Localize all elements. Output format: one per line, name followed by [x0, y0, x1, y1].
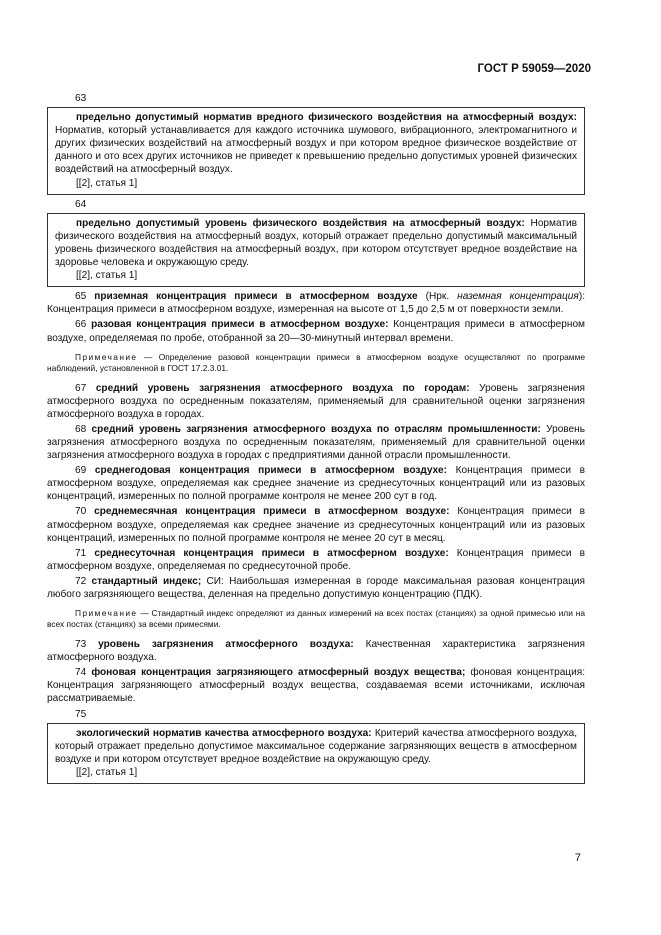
term-title: среднесуточная концентрация примеси в атмосферном воздухе: [94, 547, 449, 559]
term-text: Уровень загрязнения атмосферного воздуха по осредненным показателям, применяемый для сравнительной оценки загрязнения атмосферного воздуха в городах с предприятиями данной отрасли промышленности. [47, 423, 586, 462]
term-text: Концентрация примеси в атмосферном воздухе, определяемая как среднее значение из среднесуточных концентраций или из разовых концентраций, измеренных по полной программе контроля не менее 200 сут в год. [47, 465, 585, 503]
entry-number: 73 [75, 639, 87, 651]
entry-number: 69 [75, 465, 87, 477]
entry-number: 64 [75, 198, 87, 210]
entry-number: 68 [75, 423, 87, 435]
term-title: стандартный индекс; [91, 575, 202, 587]
entry-number: 74 [75, 667, 87, 679]
term-text: ): Концентрация примеси в атмосферном воздухе, измеренная на высоте от 1,5 до 2,5 м от поверхности земли. [47, 291, 585, 316]
document-body [47, 92, 585, 787]
note-66 [47, 352, 585, 374]
entry-number: 63 [75, 93, 87, 104]
entry-number: 70 [75, 506, 87, 518]
term-text: Норматив физического воздействия на атмосферный воздух, который отражает предельно допустимый максимальный уровень физического воздействия на атмосферный воздух, при котором отсутствует вредное воздействие на здоровье человека и окружающую среду. [55, 217, 578, 269]
entry-number: 66 [75, 319, 87, 331]
term-text: Концентрация примеси в атмосферном воздухе, определяемая как среднее значение из среднесуточных концентраций или из разовых концентраций, измеренных по полной программе контроля не менее 20 сут в месяц. [47, 506, 585, 544]
note-72 [47, 608, 585, 630]
term-text: Критерий качества атмосферного воздуха, который отражает предельно допустимое максимальное содержание загрязняющих веществ в атмосферном воздухе и при котором отсутствует вредное воздействие на окружающую среду. [55, 727, 578, 765]
term-title: разовая концентрация примеси в атмосферном воздухе: [91, 319, 389, 331]
term-title: средний уровень загрязнения атмосферного воздуха по городам: [95, 382, 470, 394]
source-reference: [[2], статья 1] [76, 766, 138, 778]
entry-number: 71 [75, 547, 87, 559]
term-text: Концентрация примеси в атмосферном воздухе, определяемая по пробе, отобранной за 20—30-минутный интервал времени. [47, 319, 585, 344]
source-reference: [[2], статья 1] [76, 177, 138, 189]
term-text: фоновая концентрация: Концентрация загрязняющего атмосферный воздух вещества, создаваемая всеми источниками, исключая рассматриваемые. [47, 667, 585, 705]
entry-number: 72 [75, 575, 87, 587]
entry-number: 67 [75, 382, 87, 394]
term-title: предельно допустимый норматив вредного физического воздействия на атмосферный воздух: [76, 112, 577, 124]
term-entry-68 [47, 423, 585, 462]
term-entry-70 [47, 505, 585, 544]
term-entry-72 [47, 575, 585, 601]
term-definition [55, 217, 577, 269]
note-text: — Стандартный индекс определяют из данных измерений на всех постах (станциях) за одной примесью или на всех постах (станциях) за всеми примесями. [47, 608, 585, 630]
term-entry-74 [47, 666, 585, 705]
note-text: — Определение разовой концентрации примеси в атмосферном воздухе осуществляют по программе наблюдений, установленной в ГОСТ 17.2.3.01. [47, 351, 585, 373]
note-label: Примечание [75, 608, 138, 619]
term-box-64 [47, 213, 585, 287]
term-text: Норматив, который устанавливается для каждого источника шумового, вибрационного, электромагнитного и других физических воздействий на атмосферный воздух и при котором вредное физическое воздействие от данного и ото всех других источников не приведет к превышению предельно допустимых уровней физических воздействий на атмосферный воздух. [55, 125, 577, 176]
term-text: СИ: Наибольшая измеренная в городе максимальная разовая концентрация любого загрязняющего вещества, деленная на предельно допустимую концентрацию (ПДК). [47, 575, 585, 600]
term-title: предельно допустимый уровень физического воздействия на атмосферный воздух: [76, 217, 525, 229]
term-text: Качественная характеристика загрязнения атмосферного воздуха. [47, 639, 585, 664]
term-definition [55, 111, 577, 176]
term-definition [55, 727, 577, 766]
term-box-63 [47, 107, 585, 195]
term-title: уровень загрязнения атмосферного воздуха: [98, 639, 354, 651]
term-title: фоновая концентрация загрязняющего атмосферный воздух вещества; [91, 667, 466, 679]
term-title: среднегодовая концентрация примеси в атмосферном воздухе: [94, 465, 447, 477]
term-text: Концентрация примеси в атмосферном воздухе, определяемая по среднесуточной пробе. [47, 547, 585, 572]
term-entry-66 [47, 318, 585, 344]
synonym-prefix: (Нрк. [417, 291, 458, 303]
term-text: Уровень загрязнения атмосферного воздуха по осредненным показателям, применяемый для сравнительной оценки загрязнения атмосферного воздуха в городах. [47, 382, 586, 420]
term-title: приземная концентрация примеси в атмосферном воздухе [94, 291, 418, 303]
deprecated-synonym: наземная концентрация [457, 291, 579, 303]
document-header: ГОСТ Р 59059—2020 [477, 63, 591, 75]
term-entry-73 [47, 638, 585, 664]
term-entry-69 [47, 464, 585, 503]
term-entry-71 [47, 547, 585, 573]
term-title: экологический норматив качества атмосферного воздуха: [76, 727, 372, 739]
term-entry-67 [47, 382, 585, 421]
term-title: среднемесячная концентрация примеси в атмосферном воздухе: [94, 506, 450, 518]
term-box-75 [47, 723, 585, 784]
entry-number: 65 [75, 291, 87, 303]
term-title: средний уровень загрязнения атмосферного воздуха по отраслям промышленности: [91, 423, 541, 435]
source-reference: [[2], статья 1] [76, 270, 138, 282]
term-entry-65 [47, 290, 585, 316]
entry-number: 75 [75, 708, 87, 720]
note-label: Примечание [75, 351, 138, 362]
page-number: 7 [574, 852, 581, 864]
